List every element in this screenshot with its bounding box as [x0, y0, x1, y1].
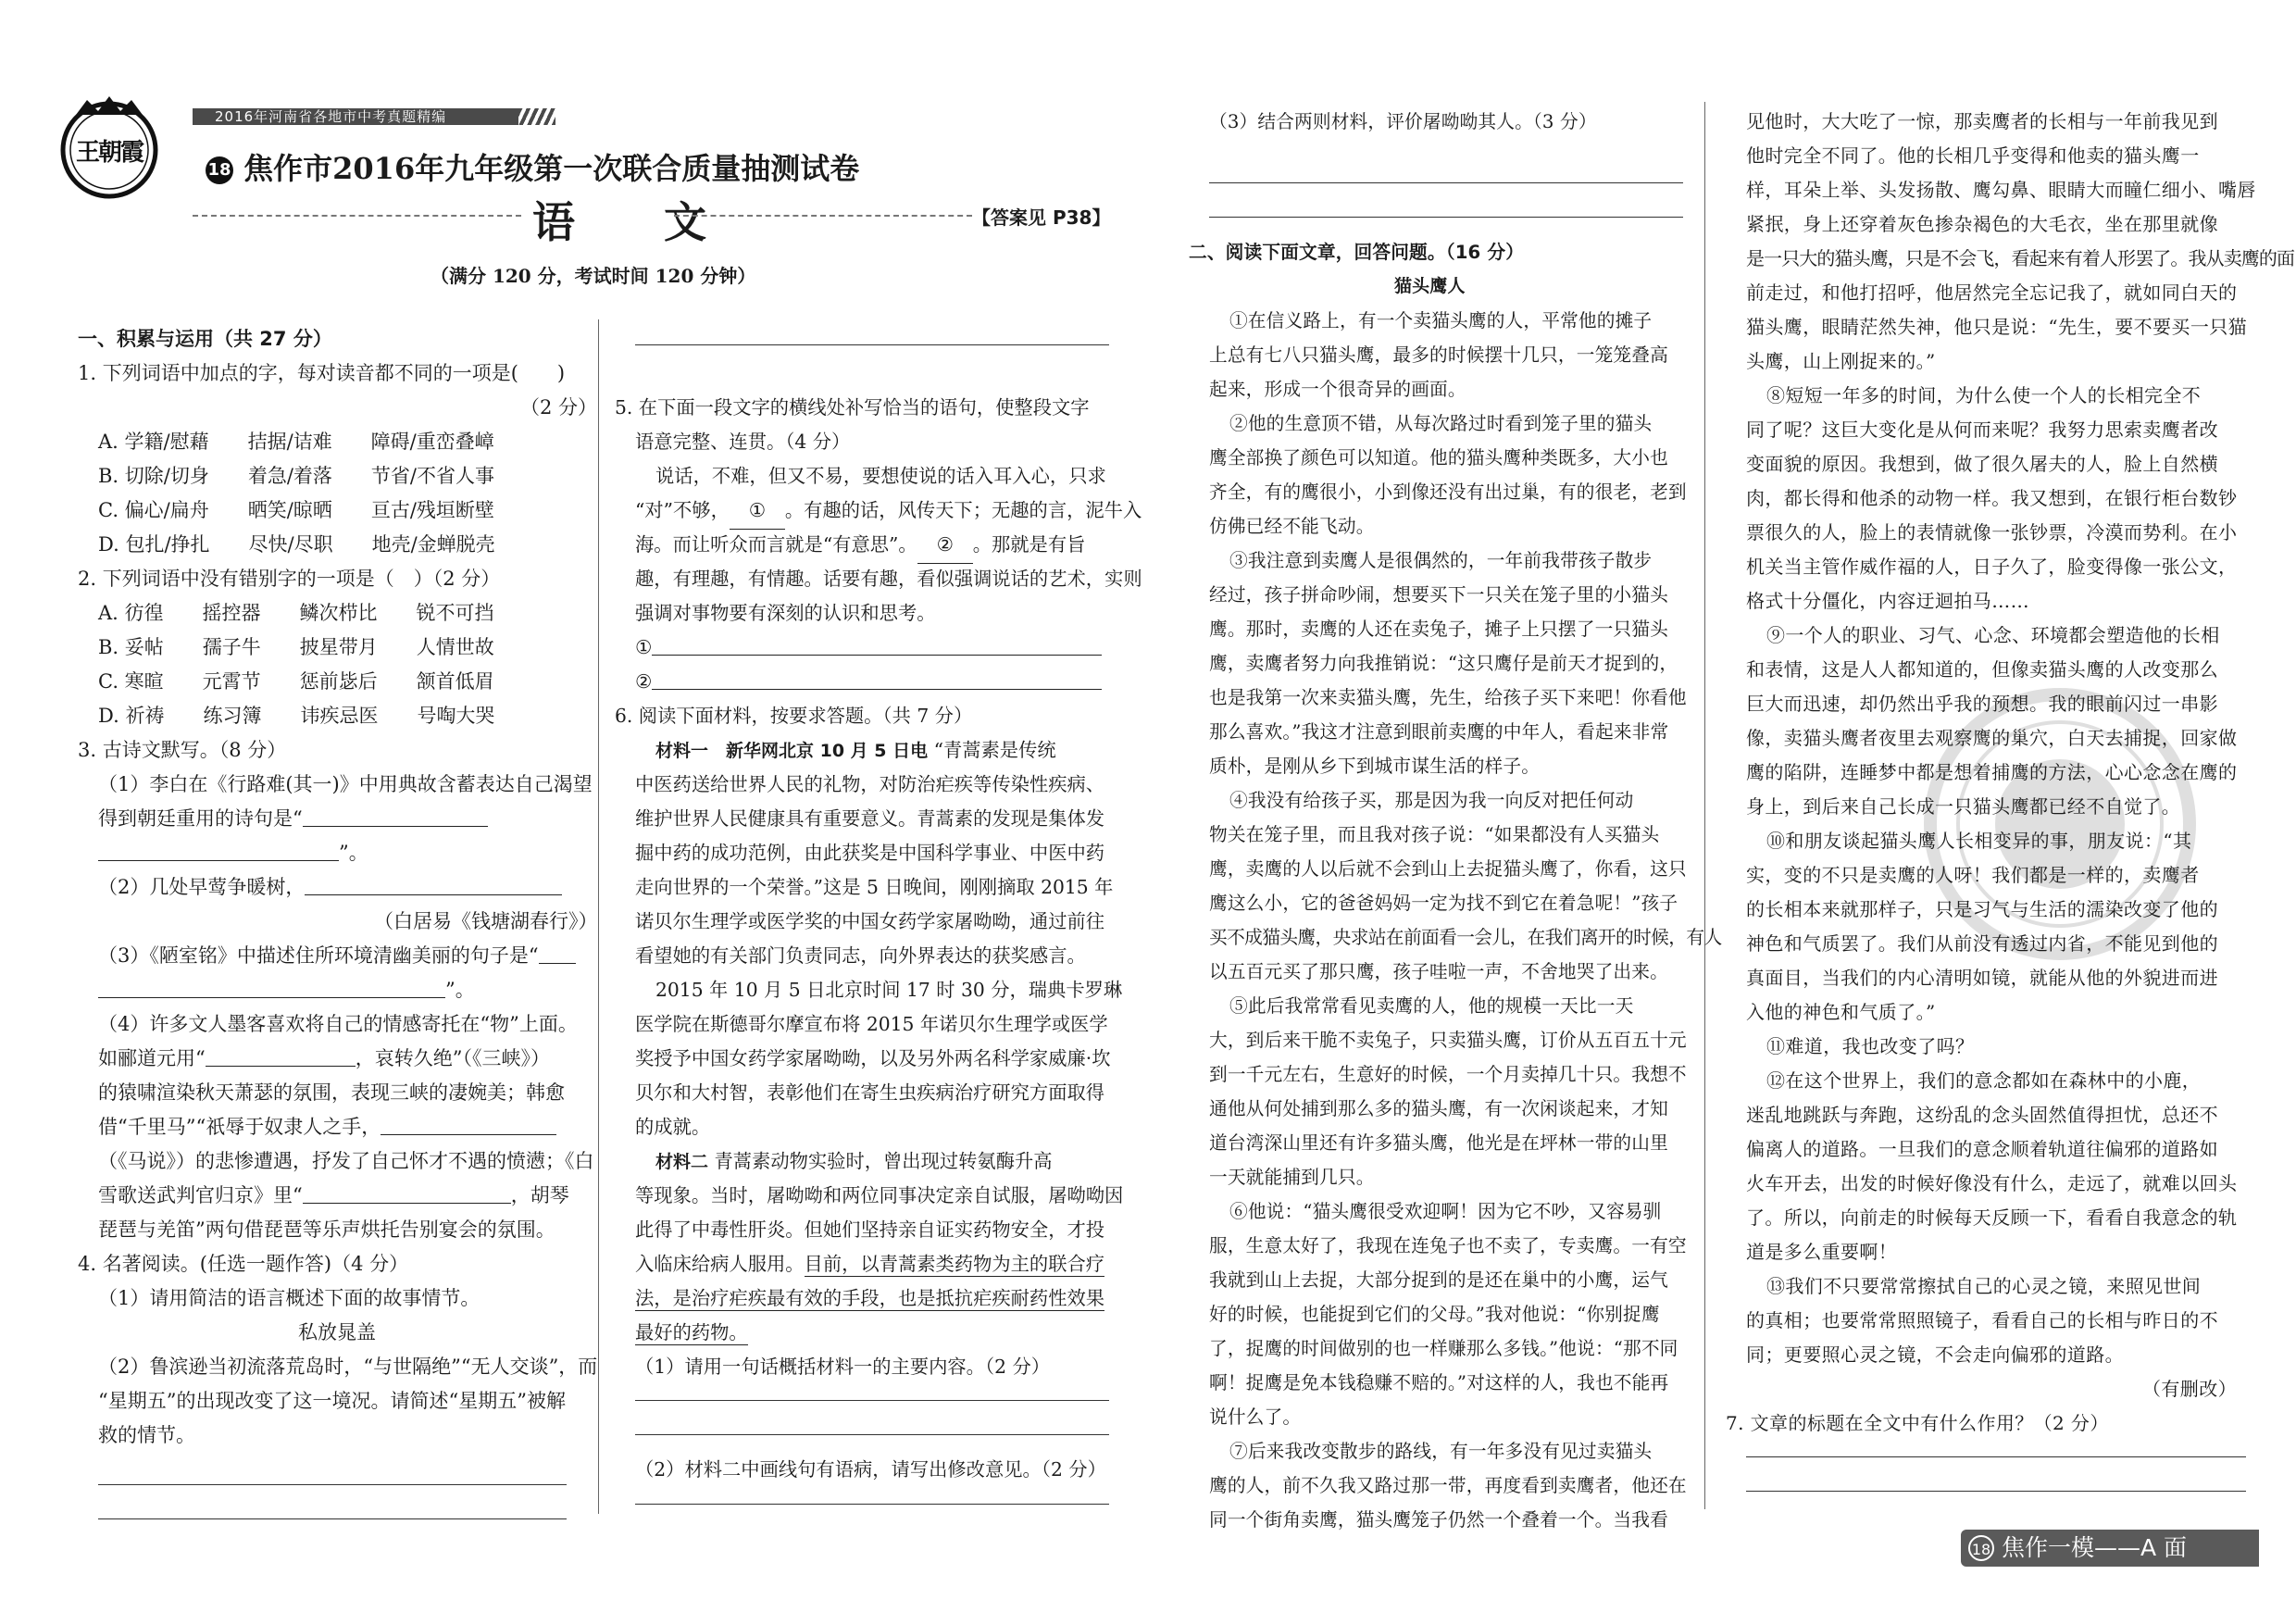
material-1-text-11: 贝尔和大村智，表彰他们在寄生虫疾病治疗研究方面取得 — [635, 1081, 1105, 1104]
article-p9-4: 像，卖猫头鹰者夜里去观察鹰的巢穴，白天去捕捉，回家做 — [1746, 727, 2238, 749]
material-1-text-1: “青蒿素是传统 — [933, 739, 1056, 761]
q5-answer-row-1 — [635, 631, 1102, 665]
q4-answer-line-2[interactable] — [98, 1518, 567, 1519]
q5-answer-row-2 — [635, 665, 1102, 699]
q3-1-close: ”。 — [339, 842, 368, 864]
material-1-text-2: 中医药送给世界人民的礼物，对防治疟疾等传染性疾病、 — [635, 773, 1105, 795]
q4-answer-line-3[interactable] — [635, 344, 1109, 345]
article-p7-9: 前走过，和他打招呼，他居然完全忘记我了，就如同白天的 — [1746, 281, 2238, 304]
article-p4-6: 以五百元买了那只鹰，孩子哇啦一声，不舍地哭了出来。 — [1209, 961, 1668, 982]
section-2-heading: 二、阅读下面文章，回答问题。（16 分） — [1189, 242, 1525, 263]
article-p12-6: 道是多么重要啊！ — [1746, 1241, 1898, 1263]
material-2-text-2: 等现象。当时，屠呦呦和两位同事决定亲自试服，屠呦呦因 — [635, 1184, 1124, 1206]
material-1-text-8: 2015 年 10 月 5 日北京时间 17 时 30 分，瑞典卡罗琳 — [655, 979, 1123, 1001]
article-p6-2: 服，生意太好了，我现在连兔子也不卖了，专卖鹰。一有空 — [1209, 1235, 1687, 1256]
material-2-underlined-2: 法，是治疗疟疾最有效的手段，也是抵抗疟疾耐药性效果 — [635, 1287, 1105, 1309]
article-p2-2: 鹰全部换了颜色可以知道。他的猫头鹰种类既多，大小也 — [1209, 447, 1668, 469]
q2-stem: 2. 下列词语中没有错别字的一项是（ ）（2 分） — [78, 568, 501, 590]
article-p4-2: 物关在笼子里，而且我对孩子说：“如果都没有人买猫头 — [1209, 824, 1660, 845]
article-p6-7: 说什么了。 — [1209, 1406, 1302, 1428]
q6-1-answer-line-2[interactable] — [635, 1434, 1109, 1435]
article-p10-1: ⑩和朋友谈起猫头鹰人长相变异的事，朋友说：“其 — [1766, 830, 2192, 852]
q6-2-text: （2）材料二中画线句有语病，请写出修改意见。（2 分） — [635, 1458, 1106, 1481]
series-band-text: 2016年河南省各地市中考真题精编 — [215, 108, 447, 125]
material-1-text-4: 掘中药的成功范例，由此获奖是中国科学事业、中医中药 — [635, 842, 1105, 864]
material-1-text-9: 医学院在斯德哥尔摩宣布将 2015 年诺贝尔生理学或医学 — [635, 1013, 1108, 1035]
article-p12-1: ⑫在这个世界上，我们的意念都如在森林中的小鹿， — [1766, 1069, 2202, 1092]
q3-4-text: （4）许多文人墨客喜欢将自己的情感寄托在“物”上面。 — [98, 1013, 578, 1035]
q3-4-blank-a[interactable] — [206, 1045, 356, 1067]
material-1-text-6: 诺贝尔生理学或医学奖的中国女药学家屠呦呦，通过前往 — [635, 910, 1105, 932]
material-1-text-3: 维护世界人民健康具有重要意义。青蒿素的发现是集体发 — [635, 807, 1105, 830]
article-p3-6: 那么喜欢。”我这才注意到眼前卖鹰的中年人，看起来非常 — [1209, 721, 1669, 743]
title-text: 焦作市2016年九年级第一次联合质量抽测试卷 — [243, 151, 860, 186]
q3-3-line2 — [98, 973, 475, 1008]
article-p7-4: 见他时，大大吃了一惊，那卖鹰者的长相与一年前我见到 — [1746, 110, 2218, 132]
article-p3-5: 也是我第一次来卖猫头鹰，先生，给孩子买下来吧！你看他 — [1209, 687, 1687, 708]
article-p5-2: 大，到后来干脆不卖兔子，只卖猫头鹰，订价从五百五十元 — [1209, 1030, 1687, 1051]
q3-4-text-4: 的猿啸渲染秋天萧瑟的氛围，表现三峡的凄婉美；韩愈 — [98, 1081, 565, 1104]
article-source-note: （有删改） — [2142, 1378, 2237, 1400]
q1-option-a: A. 学籍/慰藉 拮据/诘难 障碍/重峦叠嶂 — [98, 431, 494, 453]
article-p4-3: 鹰，卖鹰的人以后就不会到山上去捉猫头鹰了，你看，这只 — [1209, 858, 1687, 880]
q5-passage-2: “对”不够， — [635, 499, 730, 521]
q5-answer-blank-2[interactable] — [652, 669, 1102, 690]
material-2-line4 — [635, 1247, 1104, 1281]
q5-answer-blank-1[interactable] — [652, 634, 1102, 656]
q3-1-line3 — [98, 836, 368, 871]
article-p6-4: 好的时候，也能捉到它们的父母。”我对他说：“你别捉鹰 — [1209, 1304, 1660, 1325]
article-p8-5: 票很久的人，脸上的表情就像一张钞票，冷漠而势利。在小 — [1746, 521, 2238, 544]
logo-text: 王朝霞 — [75, 139, 143, 167]
material-2-text-4: 入临床给病人服用。 — [635, 1253, 805, 1275]
article-p1-2: 上总有七八只猫头鹰，最多的时候摆十几只，一笼笼叠高 — [1209, 344, 1668, 366]
q3-3-line — [98, 939, 576, 974]
article-p5-1: ⑤此后我常常看见卖鹰的人，他的规模一天比一天 — [1229, 995, 1634, 1017]
article-p4-5: 买不成猫头鹰，央求站在前面看一会儿，在我们离开的时候，有人 — [1209, 927, 1722, 948]
exam-info: （满分 120 分，考试时间 120 分钟） — [430, 265, 756, 287]
article-p3-3: 鹰。那时，卖鹰的人还在卖兔子，摊子上只摆了一只猫头 — [1209, 619, 1668, 640]
q3-4-text-9: 琵琶与羌笛”两句借琵琶等乐声烘托告别宴会的氛围。 — [98, 1218, 555, 1241]
article-p3-7: 质朴，是刚从乡下到城市谋生活的样子。 — [1209, 756, 1541, 777]
column-3 — [1176, 0, 1722, 1574]
article-p10-5: 真面目，当我们的内心清明如镜，就能从他的外貌进而进 — [1746, 967, 2218, 989]
q3-2-line — [98, 870, 562, 906]
q7-answer-line-1[interactable] — [1746, 1456, 2246, 1457]
article-p8-4: 肉，都长得和他杀的动物一样。我又想到，在银行柜台数钞 — [1746, 487, 2238, 509]
q2-option-a: A. 彷徨 摇控器 鳞次栉比 锐不可挡 — [98, 602, 494, 624]
q2-option-c: C. 寒暄 元霄节 惩前毖后 颔首低眉 — [98, 670, 494, 693]
column-divider-1 — [598, 319, 599, 1514]
q3-4-text-8: ，胡琴 — [510, 1184, 569, 1206]
article-p2-4: 仿佛已经不能飞动。 — [1209, 516, 1375, 537]
material-1-text-10: 奖授予中国女药学家屠呦呦，以及另外两名科学家威廉·坎 — [635, 1047, 1111, 1069]
material-1-heading: 材料一 新华网北京 10 月 5 日电 — [655, 741, 929, 761]
q3-4-text-2: 如郦道元用“ — [98, 1047, 206, 1069]
q6-1-answer-line-1[interactable] — [635, 1400, 1109, 1401]
article-p13-2: 的真相；也要常常照照镜子，看看自己的长相与昨日的不 — [1746, 1309, 2218, 1331]
article-p9-1: ⑨一个人的职业、习气、心念、环境都会塑造他的长相 — [1766, 624, 2220, 646]
q6-1-text: （1）请用一句话概括材料一的主要内容。（2 分） — [635, 1356, 1051, 1378]
q4-stem: 4. 名著阅读。(任选一题作答)（4 分） — [78, 1253, 409, 1275]
answer-reference: 【答案见 P38】 — [972, 206, 1111, 229]
q5-passage-line3 — [635, 528, 1085, 564]
article-p1-1: ①在信义路上，有一个卖猫头鹰的人，平常他的摊子 — [1229, 310, 1653, 331]
q4-2-text-2: “星期五”的出现改变了这一境况。请简述“星期五”被解 — [98, 1390, 566, 1412]
q1-option-d: D. 包扎/挣扎 尽快/尽职 地壳/金蝉脱壳 — [98, 533, 495, 556]
article-p9-2: 和表情，这是人人都知道的，但像卖猫头鹰的人改变那么 — [1746, 658, 2218, 681]
q5-answer-marker-1: ① — [635, 636, 653, 658]
q5-passage-6: 趣，有理趣，有情趣。话要有趣，看似强调说话的艺术，实则 — [635, 568, 1142, 590]
q5-blank-2[interactable]: ② — [917, 528, 973, 564]
column-2 — [602, 0, 1142, 1574]
q3-1-text: （1）李白在《行路难(其一)》中用典故含蓄表达自己渴望 — [98, 773, 593, 795]
article-p5-3: 到一千元左右，生意好的时候，一个月卖掉几十只。我想不 — [1209, 1064, 1687, 1085]
article-p7-11: 头鹰，山上刚捉来的。” — [1746, 350, 1936, 372]
section-1-heading: 一、积累与运用（共 27 分） — [78, 328, 332, 350]
q1-score: （2 分） — [520, 396, 598, 419]
article-p7-8: 是一只大的猫头鹰，只是不会飞，看起来有着人形罢了。我从卖鹰的面 — [1746, 247, 2295, 269]
article-p7-7: 紧抿，身上还穿着灰色掺杂褐色的大毛衣，坐在那里就像 — [1746, 213, 2218, 235]
q6-stem: 6. 阅读下面材料，按要求答题。（共 7 分） — [615, 705, 973, 727]
material-1-text-7: 看望她的有关部门负责同志，向外界表达的获奖感言。 — [635, 944, 1086, 967]
q3-2-blank[interactable] — [305, 874, 562, 895]
q3-4-text-3: ，哀转久绝”（《三峡》） — [355, 1047, 550, 1069]
article-p4-1: ④我没有给孩子买，那是因为我一向反对把任何动 — [1229, 790, 1634, 811]
material-2-underlined-3: 最好的药物。 — [635, 1321, 748, 1343]
q6-3-text: （3）结合两则材料，评价屠呦呦其人。（3 分） — [1209, 111, 1597, 132]
q3-1-blank-a[interactable] — [303, 806, 488, 827]
q5-passage-line2 — [635, 494, 1142, 530]
article-p3-4: 鹰，卖鹰者努力向我推销说：“这只鹰仔是前天才捉到的， — [1209, 653, 1678, 674]
q3-4-text-7: 雪歌送武判官归京》里“ — [98, 1184, 303, 1206]
article-p12-5: 了。所以，向前走的时候每天反顾一下，看看自我意念的轨 — [1746, 1206, 2238, 1229]
article-p10-2: 实，变的不只是卖鹰的人呀！我们都是一样的，卖鹰者 — [1746, 864, 2200, 886]
q5-passage-7: 强调对事物要有深刻的认识和思考。 — [635, 602, 936, 624]
material-1-line1 — [655, 733, 1056, 769]
q6-3-answer-line-1[interactable] — [1209, 182, 1683, 183]
article-p2-3: 齐全，有的鹰很小，小到像还没有出过巢，有的很老，老到 — [1209, 481, 1687, 503]
footer-tab — [1961, 1530, 2259, 1567]
article-p10-4: 神色和气质罢了。我们从前没有透过内省，不能见到他的 — [1746, 932, 2218, 955]
q3-4-text-6: （《马说》）的悲惨遭遇，抒发了自己怀才不遇的愤懑；《白 — [98, 1150, 594, 1172]
article-p6-6: 啊！捉鹰是免本钱稳赚不赔的。”对这样的人，我也不能再 — [1209, 1372, 1669, 1393]
q5-answer-marker-2: ② — [635, 670, 653, 693]
article-p7-6: 样，耳朵上举、头发扬散、鹰勾鼻、眼睛大而瞳仁细小、嘴唇 — [1746, 179, 2256, 201]
article-p12-2: 迷乱地跳跃与奔跑，这纷乱的念头固然值得担忧，总还不 — [1746, 1104, 2218, 1126]
q1-option-c: C. 偏心/扁舟 晒笑/晾晒 亘古/残垣断壁 — [98, 499, 494, 521]
material-2-line6 — [635, 1316, 748, 1350]
article-p9-6: 身上，到后来自己长成一只猫头鹰都已经不自觉了。 — [1746, 795, 2181, 818]
article-title: 猫头鹰人 — [1394, 276, 1466, 296]
q7-answer-line-2[interactable] — [1746, 1491, 2246, 1492]
footer-label: 焦作一模——A 面 — [2002, 1534, 2188, 1561]
material-2-underlined-1: 目前，以青蒿素类药物为主的联合疗 — [804, 1253, 1105, 1275]
material-1-text-5: 走向世界的一个荣誉。”这是 5 日晚间，刚刚摘取 2015 年 — [635, 876, 1114, 898]
article-p5-4: 通他从何处捕到那么多的猫头鹰，有一次闲谈起来，才知 — [1209, 1098, 1668, 1119]
article-p6-3: 我就到山上去捉，大部分捉到的是还在巢中的小鹰，运气 — [1209, 1269, 1668, 1291]
article-p3-2: 经过，孩子拼命吵闹，想要买下一只关在笼子里的小猫头 — [1209, 584, 1668, 606]
q1-option-b: B. 切除/切身 着急/着落 节省/不省人事 — [98, 465, 495, 487]
q4-1-story-title: 私放晁盖 — [298, 1321, 376, 1343]
article-p13-3: 同；更要照心灵之镜，不会走向偏邪的道路。 — [1746, 1343, 2124, 1366]
number-badge: 18 — [206, 156, 233, 184]
article-p8-7: 格式十分僵化，内容迂迴拍马…… — [1746, 590, 2029, 612]
q6-3-answer-line-2[interactable] — [1209, 217, 1683, 218]
q5-stem: 5. 在下面一段文字的横线处补写恰当的语句，使整段文字 — [615, 396, 1090, 419]
article-p1-3: 起来，形成一个很奇异的画面。 — [1209, 379, 1466, 400]
article-p6-5: 了，捉鹰的时间做别的也一样赚那么多钱。”他说：“那不同 — [1209, 1338, 1678, 1359]
article-p7-2: 鹰的人，前不久我又路过那一带，再度看到卖鹰者，他还在 — [1209, 1475, 1687, 1496]
article-p8-6: 机关当主管作威作福的人，日子久了，脸变得像一张公文， — [1746, 556, 2238, 578]
subject-title: 语 文 — [532, 197, 744, 247]
article-p6-1: ⑥他说：“猫头鹰很受欢迎啊！因为它不吵，又容易驯 — [1229, 1201, 1662, 1222]
article-p12-3: 偏离人的道路。一旦我们的意念顺着轨道往偏邪的道路如 — [1746, 1138, 2218, 1160]
article-p8-3: 变面貌的原因。我想到，做了很久屠夫的人，脸上自然横 — [1746, 453, 2218, 475]
article-p12-4: 火车开去，出发的时候好像没有什么，走远了，就难以回头 — [1746, 1172, 2238, 1194]
article-p8-1: ⑧短短一年多的时间，为什么使一个人的长相完全不 — [1766, 384, 2202, 406]
column-1 — [0, 0, 598, 1574]
q3-4-blank-b[interactable] — [381, 1114, 556, 1135]
article-p8-2: 同了呢？这巨大变化是从何而来呢？我努力思索卖鹰者改 — [1746, 419, 2218, 441]
article-p10-3: 的长相本来就那样子，只是习气与生活的濡染改变了他的 — [1746, 898, 2218, 920]
q3-3-blank-b[interactable] — [98, 977, 445, 998]
material-2-text-3: 此得了中毒性肝炎。但她们坚持亲自证实药物安全，才投 — [635, 1218, 1105, 1241]
material-2-text-1: 青蒿素动物实验时，曾出现过转氨酶升高 — [714, 1150, 1053, 1172]
q4-2-text-3: 救的情节。 — [98, 1424, 195, 1446]
article-p13-1: ⑬我们不只要常常擦拭自己的心灵之镜，来照见世间 — [1766, 1275, 2202, 1297]
article-p5-6: 一天就能捕到几只。 — [1209, 1167, 1375, 1188]
article-p7-5: 他时完全不同了。他的长相几乎变得和他卖的猫头鹰一 — [1746, 144, 2200, 167]
q4-answer-line-1[interactable] — [98, 1484, 567, 1485]
q3-3-blank-a[interactable] — [539, 943, 576, 964]
q5-blank-1[interactable]: ① — [730, 494, 785, 530]
column-4 — [1713, 0, 2295, 1574]
q3-4-line6 — [98, 1179, 569, 1214]
q3-2-source: （白居易《钱塘湖春行》） — [374, 910, 598, 932]
q2-option-d: D. 祈祷 练习簿 讳疾忌医 号啕大哭 — [98, 705, 495, 727]
q5-passage-4: 海。而让听众而言就是“有意思”。 — [635, 533, 917, 556]
q2-option-b: B. 妥帖 孺子牛 披星带月 人情世故 — [98, 636, 494, 658]
article-p11: ⑪难道，我也改变了吗？ — [1766, 1035, 1975, 1057]
q3-3-close: ”。 — [445, 979, 475, 1001]
q5-passage-1: 说话，不难，但又不易，要想使说的话入耳入心，只求 — [655, 465, 1106, 487]
article-p7-1: ⑦后来我改变散步的路线，有一年多没有见过卖猫头 — [1229, 1441, 1653, 1462]
article-p9-5: 鹰的陷阱，连睡梦中都是想着捕鹰的方法，心心念念在鹰的 — [1746, 761, 2238, 783]
q4-1-text: （1）请用简洁的语言概述下面的故事情节。 — [98, 1287, 480, 1309]
article-p9-3: 巨大而迅速，却仍然出乎我的预想。我的眼前闪过一串影 — [1746, 693, 2218, 715]
q3-4-line4 — [98, 1110, 556, 1145]
q5-passage-3: 。有趣的话，风传天下；无趣的言，泥牛入 — [784, 499, 1142, 521]
material-2-heading: 材料二 — [655, 1152, 709, 1172]
q1-stem: 1. 下列词语中加点的字，每对读音都不同的一项是( ) — [78, 362, 566, 384]
article-p7-3: 同一个街角卖鹰，猫头鹰笼子仍然一个叠着一个。当我看 — [1209, 1509, 1668, 1531]
q4-2-text: （2）鲁滨逊当初流落荒岛时，“与世隔绝”“无人交谈”，而 — [98, 1356, 598, 1378]
material-2-line1 — [655, 1144, 1053, 1180]
q6-2-answer-line[interactable] — [635, 1504, 1109, 1505]
q3-4-line2 — [98, 1042, 550, 1077]
article-p3-1: ③我注意到卖鹰人是很偶然的，一年前我带孩子散步 — [1229, 550, 1653, 571]
column-divider-2 — [1704, 102, 1705, 1509]
q3-1-line2 — [98, 802, 488, 837]
q5-stem-2: 语意完整、连贯。（4 分） — [635, 431, 851, 453]
q7-stem: 7. 文章的标题在全文中有什么作用？（2 分） — [1726, 1412, 2109, 1434]
article-p2-1: ②他的生意顶不错，从每次路过时看到笼子里的猫头 — [1229, 413, 1653, 434]
q3-4-blank-c[interactable] — [303, 1182, 511, 1204]
q5-passage-5: 。那就是有旨 — [972, 533, 1086, 556]
q3-1-blank-b[interactable] — [98, 840, 339, 861]
q3-4-text-5: 借“千里马”“祇辱于奴隶人之手， — [98, 1116, 381, 1138]
article-p10-6: 入他的神色和气质了。” — [1746, 1001, 1936, 1023]
footer-badge: 18 — [1968, 1535, 1994, 1561]
article-p5-5: 道台湾深山里还有许多猫头鹰，他光是在坪林一带的山里 — [1209, 1132, 1668, 1154]
article-p7-10: 猫头鹰，眼睛茫然失神，他只是说：“先生，要不要买一只猫 — [1746, 316, 2248, 338]
q3-stem: 3. 古诗文默写。（8 分） — [78, 739, 287, 761]
article-p4-4: 鹰这么小，它的爸爸妈妈一定为找不到它在着急呢！”孩子 — [1209, 893, 1678, 914]
material-1-text-12: 的成就。 — [635, 1116, 711, 1138]
q3-3-text: （3）《陋室铭》中描述住所环境清幽美丽的句子是“ — [98, 944, 539, 967]
material-2-line5 — [635, 1281, 1104, 1316]
q3-1-text-2: 得到朝廷重用的诗句是“ — [98, 807, 303, 830]
q3-2-text: （2）几处早莺争暖树， — [98, 876, 306, 898]
